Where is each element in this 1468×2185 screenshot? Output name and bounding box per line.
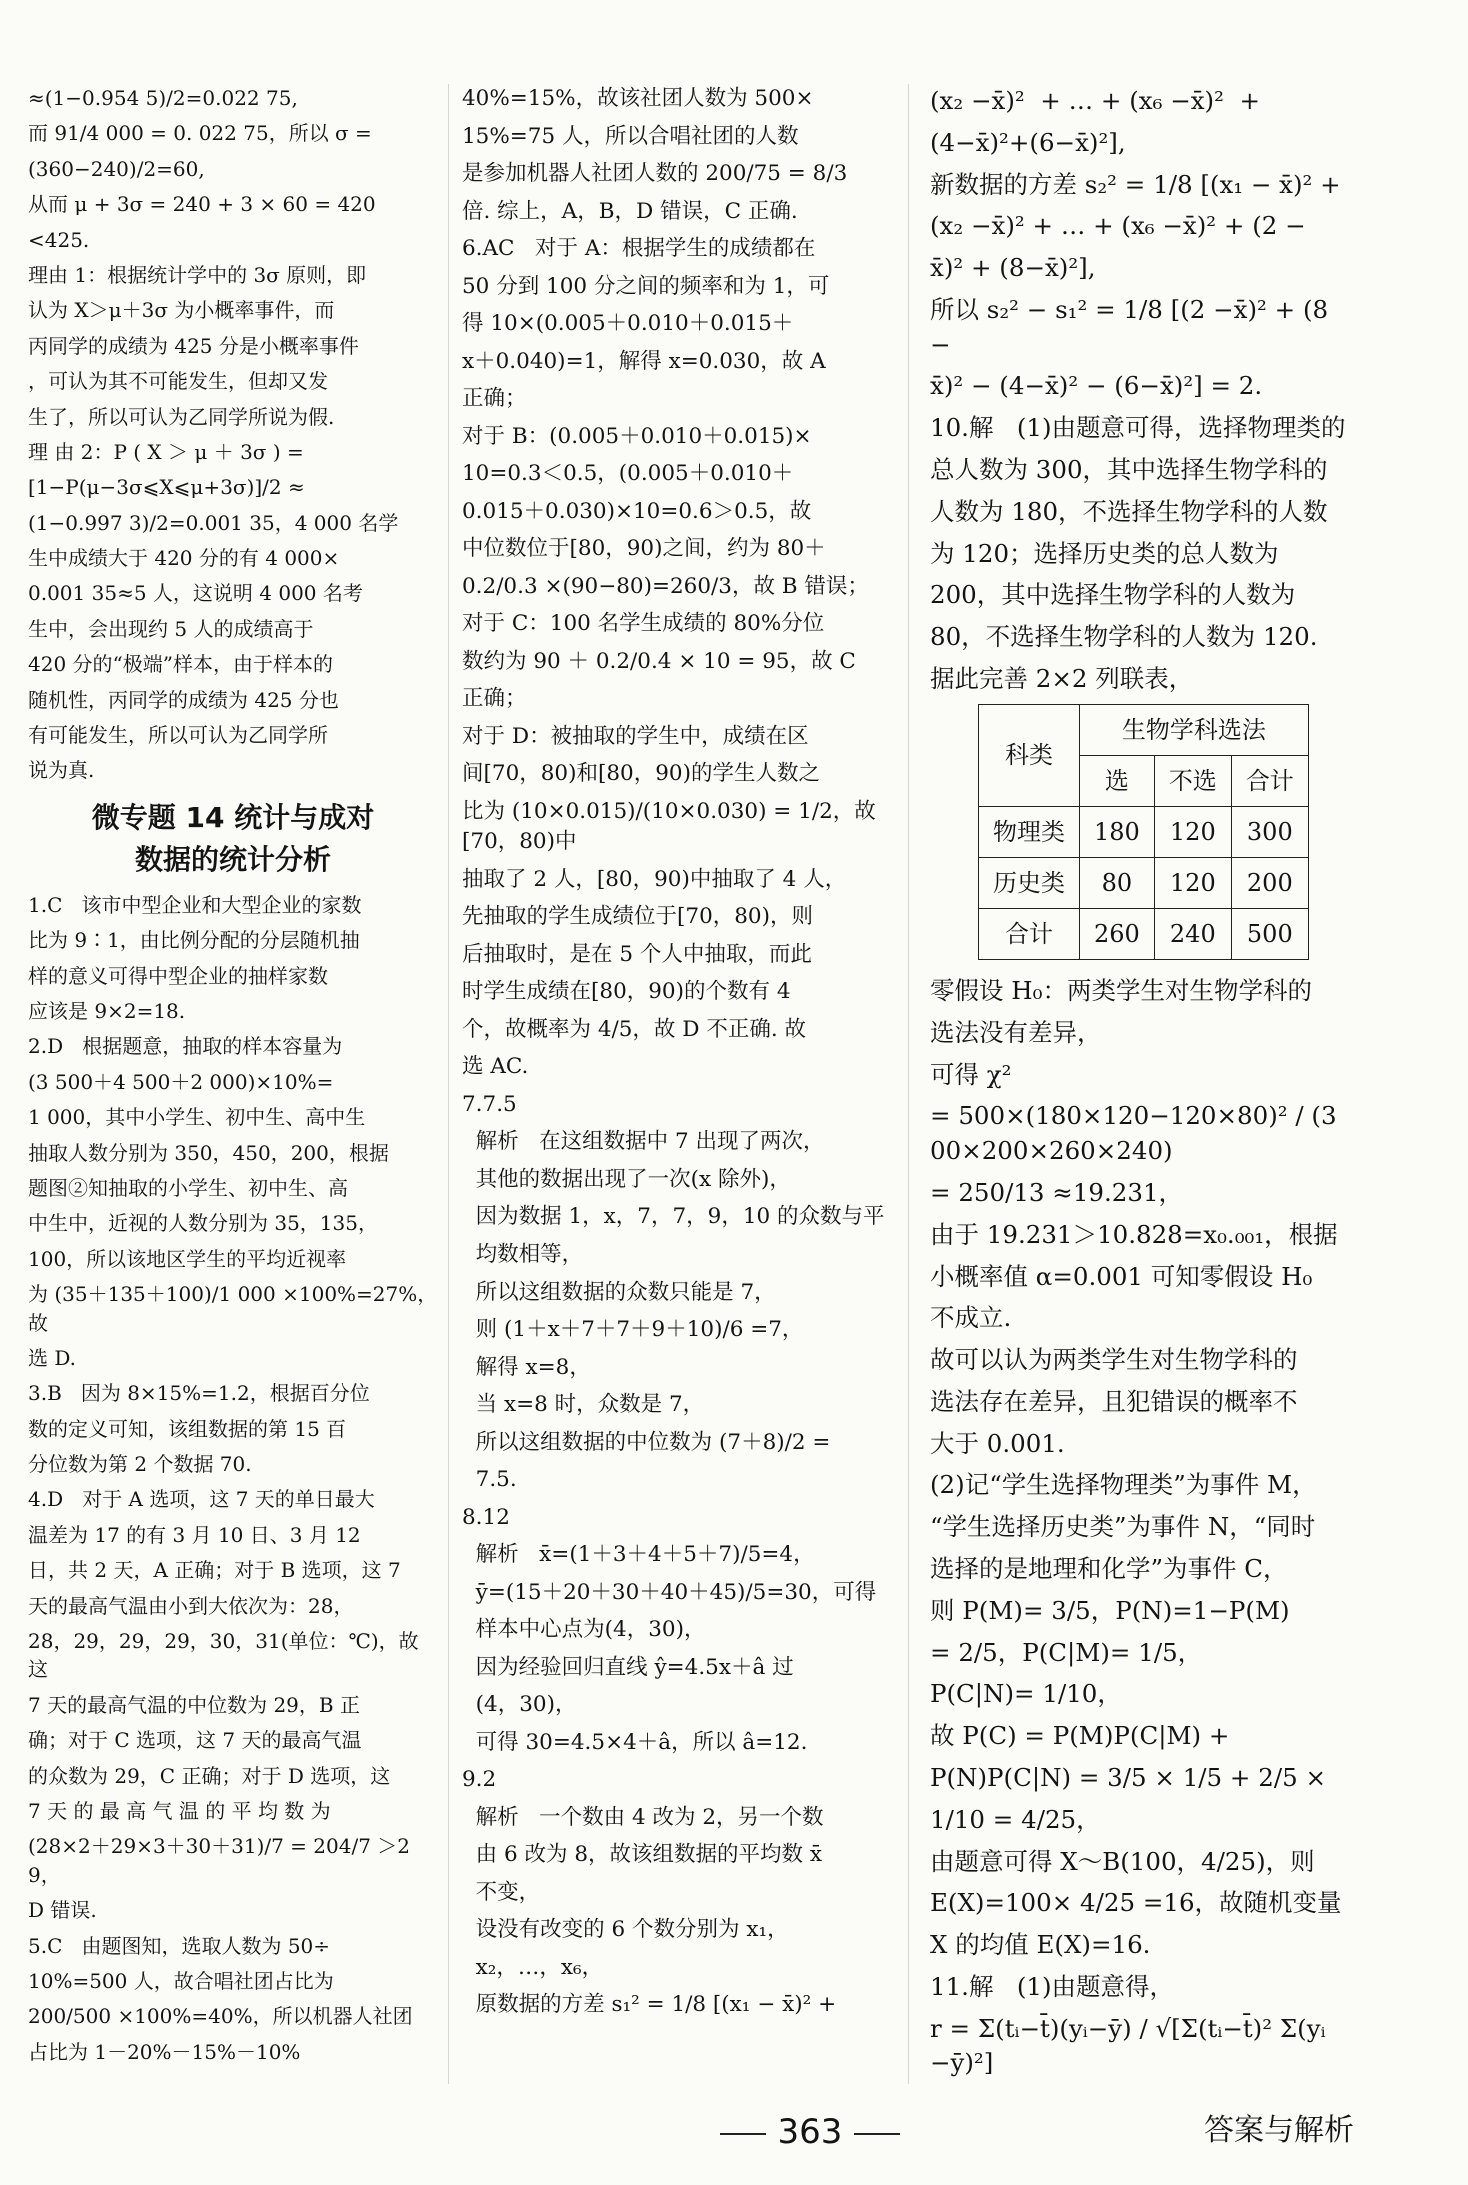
text-line: x̄)² − (4−x̄)² − (6−x̄)²] = 2.: [930, 371, 1263, 401]
text-line: 人数为 180，不选择生物学科的人数: [930, 496, 1328, 526]
text-line: 其他的数据出现了一次(x 除外)，: [462, 1166, 791, 1192]
table-cell: 物理类: [979, 806, 1080, 857]
text-line: (360−240)/2=60,: [28, 156, 205, 181]
text-line: 4.D 对于 A 选项，这 7 天的单日最大: [28, 1487, 375, 1512]
table-cell: 200: [1231, 857, 1308, 908]
text-line: 不成立.: [930, 1303, 1012, 1333]
text-line: 420 分的“极端”样本，由于样本的: [28, 652, 333, 677]
footer-dash: [720, 2133, 766, 2135]
text-line: x₂，…，x₆，: [462, 1954, 604, 1980]
text-line: 数约为 90 ＋ 0.2/0.4 × 10 = 95，故 C: [462, 648, 856, 674]
text-line: 为 120；选择历史类的总人数为: [930, 538, 1279, 568]
column-3-solution: [930, 974, 1350, 2081]
text-line: 正确；: [462, 686, 527, 712]
text-line: 由于 19.231＞10.828=x₀.₀₀₁，根据: [930, 1219, 1338, 1249]
text-line: 时学生成绩在[80，90)的个数有 4: [462, 979, 791, 1005]
text-line: 7.5.: [462, 1467, 517, 1493]
text-line: 0.015＋0.030)×10=0.6＞0.5，故: [462, 498, 812, 524]
text-line: 所以这组数据的众数只能是 7，: [462, 1279, 776, 1305]
text-line: 所以 s₂² − s₁² = 1/8 [(2 −x̄)² + (8 −: [930, 294, 1336, 359]
table-cell: 180: [1080, 806, 1155, 857]
text-line: 可得 χ²: [930, 1059, 1012, 1089]
text-line: 天的最高气温由小到大依次为：28，: [28, 1593, 354, 1618]
text-line: 解析 x̄=(1＋3＋4＋5＋7)/5=4，: [462, 1542, 815, 1568]
text-line: 后抽取时，是在 5 个人中抽取，而此: [462, 941, 812, 967]
text-line: 抽取人数分别为 350，450，200，根据: [28, 1140, 389, 1165]
text-line: 选择的是地理和化学”为事件 C，: [930, 1554, 1288, 1584]
text-line: 日，共 2 天，A 正确；对于 B 选项，这 7: [28, 1558, 401, 1583]
text-line: 的众数为 29，C 正确；对于 D 选项，这: [28, 1763, 391, 1788]
text-line: 3.B 因为 8×15%=1.2，根据百分位: [28, 1381, 370, 1406]
text-line: 从而 μ + 3σ = 240 + 3 × 60 = 420: [28, 192, 376, 217]
text-line: 大于 0.001.: [930, 1428, 1065, 1458]
column-2-text: [462, 84, 892, 2021]
text-line: 6.AC 对于 A：根据学生的成绩都在: [462, 236, 816, 262]
text-line: 7 天的最高气温的中位数为 29，B 正: [28, 1692, 360, 1717]
text-line: “学生选择历史类”为事件 N，“同时: [930, 1512, 1316, 1542]
text-line: 个，故概率为 4/5，故 D 不正确. 故: [462, 1016, 807, 1042]
column-1-text: [28, 84, 438, 785]
text-line: 原数据的方差 s₁² = 1/8 [(x₁ − x̄)² +: [462, 1992, 837, 2018]
text-line: P(C|N)= 1/10，: [930, 1679, 1122, 1709]
text-line: 数的定义可知，该组数据的第 15 百: [28, 1416, 347, 1441]
column-1-answers: [28, 891, 438, 2066]
column-2: [462, 84, 892, 2028]
text-line: 0.2/0.3 ×(90−80)=260/3，故 B 错误；: [462, 573, 869, 599]
text-line: (x₂ −x̄)² + … + (x₆ −x̄)² +: [930, 86, 1261, 115]
table-col-header: 不选: [1154, 755, 1231, 806]
text-line: 对于 C：100 名学生成绩的 80%分位: [462, 611, 825, 637]
text-line: = 250/13 ≈19.231，: [930, 1178, 1184, 1208]
text-line: 间[70，80)和[80，90)的学生人数之: [462, 761, 820, 787]
text-line: 故可以认为两类学生对生物学科的: [930, 1345, 1298, 1375]
section-heading-line-2: 数据的统计分析: [134, 842, 331, 876]
section-heading: [28, 797, 438, 881]
text-line: 15%=75 人，所以合唱社团的人数: [462, 123, 799, 149]
text-line: 得 10×(0.005＋0.010＋0.015＋: [462, 311, 794, 337]
text-line: [1−P(μ−3σ⩽X⩽μ+3σ)]/2 ≈: [28, 475, 305, 500]
text-line: 8.12: [462, 1504, 510, 1530]
text-line: 新数据的方差 s₂² = 1/8 [(x₁ − x̄)² +: [930, 169, 1341, 199]
text-line: 因为经验回归直线 ŷ=4.5x＋â 过: [462, 1654, 794, 1680]
text-line: 由 6 改为 8，故该组数据的平均数 x̄: [462, 1842, 822, 1868]
text-line: 选 AC.: [462, 1054, 529, 1080]
text-line: 正确；: [462, 386, 527, 412]
text-line: (28×2＋29×3＋30＋31)/7 = 204/7 ＞29，: [28, 1834, 411, 1887]
text-line: 中位数位于[80，90)之间，约为 80＋: [462, 536, 826, 562]
text-line: 占比为 1－20%－15%－10%: [28, 2039, 301, 2064]
text-line: 抽取了 2 人，[80，90)中抽取了 4 人，: [462, 866, 847, 892]
text-line: 10=0.3＜0.5，(0.005＋0.010＋: [462, 461, 794, 487]
text-line: 对于 B：(0.005＋0.010＋0.015)×: [462, 423, 812, 449]
text-line: 由题意可得 X～B(100，4/25)，则: [930, 1846, 1315, 1876]
text-line: (2)记“学生选择物理类”为事件 M，: [930, 1470, 1317, 1500]
text-line: 1.C 该市中型企业和大型企业的家数: [28, 892, 362, 917]
section-heading-line-1: 微专题 14 统计与成对: [91, 800, 375, 834]
table-cell: 120: [1154, 806, 1231, 857]
table-cell: 240: [1154, 909, 1231, 960]
text-line: 50 分到 100 分之间的频率和为 1，可: [462, 273, 830, 299]
text-line: 理 由 2：P ( X ＞ μ ＋ 3σ ) =: [28, 439, 304, 464]
text-line: (1−0.997 3)/2=0.001 35，4 000 名学: [28, 510, 399, 535]
text-line: 则 P(M)= 3/5，P(N)=1−P(M): [930, 1595, 1290, 1625]
text-line: (x₂ −x̄)² + … + (x₆ −x̄)² + (2 −: [930, 211, 1306, 241]
column-divider: [448, 84, 449, 2084]
text-line: 确；对于 C 选项，这 7 天的最高气温: [28, 1728, 362, 1753]
table-col-header: 选: [1080, 755, 1155, 806]
text-line: 据此完善 2×2 列联表，: [930, 663, 1194, 693]
column-1: [28, 84, 438, 2073]
text-line: 故 P(C) = P(M)P(C|M) +: [930, 1721, 1230, 1751]
text-line: 200，其中选择生物学科的人数为: [930, 580, 1296, 610]
table-cell: 120: [1154, 857, 1231, 908]
text-line: ，可认为其不可能发生，但却又发: [28, 369, 328, 394]
table-cell: 500: [1231, 909, 1308, 960]
text-line: 是参加机器人社团人数的 200/75 = 8/3: [462, 161, 848, 187]
text-line: 0.001 35≈5 人，这说明 4 000 名考: [28, 581, 363, 606]
table-cell: 80: [1080, 857, 1155, 908]
column-3: [930, 84, 1350, 2088]
text-line: 样的意义可得中型企业的抽样家数: [28, 963, 328, 988]
text-line: = 2/5，P(C|M)= 1/5，: [930, 1637, 1203, 1667]
text-line: ȳ=(15＋20＋30＋40＋45)/5=30，可得: [462, 1579, 877, 1605]
text-line: 中生中，近视的人数分别为 35，135，: [28, 1211, 378, 1236]
table-cell: 合计: [979, 909, 1080, 960]
column-3-text: [930, 84, 1350, 697]
text-line: 因为数据 1，x，7，7，9，10 的众数与平: [462, 1204, 885, 1230]
text-line: X 的均值 E(X)=16.: [930, 1930, 1151, 1960]
text-line: 小概率值 α=0.001 可知零假设 H₀: [930, 1261, 1313, 1291]
text-line: 对于 D：被抽取的学生中，成绩在区: [462, 723, 809, 749]
text-line: 生了，所以可认为乙同学所说为假.: [28, 404, 335, 429]
text-line: 零假设 H₀：两类学生对生物学科的: [930, 976, 1312, 1006]
text-line: 80，不选择生物学科的人数为 120.: [930, 622, 1318, 652]
text-line: 样本中心点为(4，30)，: [462, 1617, 706, 1643]
text-line: 倍. 综上，A，B，D 错误，C 正确.: [462, 198, 798, 224]
text-line: E(X)=100× 4/25 =16，故随机变量: [930, 1888, 1342, 1918]
text-line: x＋0.040)=1，解得 x=0.030，故 A: [462, 348, 826, 374]
table-corner: 科类: [979, 704, 1080, 806]
table-row: [979, 857, 1309, 908]
text-line: (3 500＋4 500＋2 000)×10%=: [28, 1069, 334, 1094]
text-line: 则 (1＋x＋7＋7＋9＋10)/6 =7，: [462, 1317, 804, 1343]
text-line: 丙同学的成绩为 425 分是小概率事件: [28, 333, 359, 358]
column-divider: [908, 84, 909, 2084]
table-row: [979, 909, 1309, 960]
text-line: 解析 在这组数据中 7 出现了两次，: [462, 1129, 825, 1155]
text-line: 有可能发生，所以可认为乙同学所: [28, 723, 328, 748]
table-cell: 300: [1231, 806, 1308, 857]
text-line: 200/500 ×100%=40%，所以机器人社团: [28, 2004, 413, 2029]
text-line: = 500×(180×120−120×80)² / (300×200×260×240): [930, 1101, 1337, 1166]
footer-dash: [854, 2133, 900, 2135]
text-line: 为 (35＋135＋100)/1 000 ×100%=27%，故: [28, 1282, 438, 1335]
text-line: r = Σ(tᵢ−t̄)(yᵢ−ȳ) / √[Σ(tᵢ−t̄)² Σ(yᵢ−ȳ)²]: [930, 2013, 1326, 2078]
text-line: 解得 x=8，: [462, 1354, 591, 1380]
text-line: 生中成绩大于 420 分的有 4 000×: [28, 546, 340, 571]
text-line: 7 天 的 最 高 气 温 的 平 均 数 为: [28, 1798, 331, 1823]
table-row: [979, 806, 1309, 857]
table-cell: 历史类: [979, 857, 1080, 908]
page-footer: [620, 2108, 1000, 2156]
text-line: 应该是 9×2=18.: [28, 998, 186, 1023]
text-line: 温差为 17 的有 3 月 10 日、3 月 12: [28, 1522, 361, 1547]
text-line: 40%=15%，故该社团人数为 500×: [462, 86, 814, 111]
text-line: ≈(1−0.954 5)/2=0.022 75,: [28, 86, 298, 110]
text-line: 2.D 根据题意，抽取的样本容量为: [28, 1034, 343, 1059]
text-line: 题图②知抽取的小学生、初中生、高: [28, 1175, 348, 1200]
text-line: (4，30)，: [462, 1692, 577, 1718]
text-line: 所以这组数据的中位数为 (7＋8)/2 =: [462, 1429, 831, 1455]
text-line: (4−x̄)²+(6−x̄)²],: [930, 127, 1126, 157]
text-line: 均数相等，: [462, 1241, 584, 1267]
text-line: 认为 X＞μ＋3σ 为小概率事件，而: [28, 298, 335, 323]
text-line: 当 x=8 时，众数是 7，: [462, 1392, 705, 1418]
text-line: 随机性，丙同学的成绩为 425 分也: [28, 687, 339, 712]
text-line: 分位数为第 2 个数据 70.: [28, 1452, 252, 1477]
text-line: 28，29，29，29，30，31(单位：℃)，故这: [28, 1629, 419, 1682]
text-line: 比为 9∶1，由比例分配的分层随机抽: [28, 928, 360, 953]
text-line: 比为 (10×0.015)/(10×0.030) = 1/2，故[70，80)中: [462, 798, 876, 855]
text-line: <425.: [28, 227, 90, 252]
text-line: 可得 30=4.5×4＋â，所以 â=12.: [462, 1729, 808, 1755]
table-col-header: 合计: [1231, 755, 1308, 806]
text-line: 1 000，其中小学生、初中生、高中生: [28, 1105, 366, 1130]
text-line: 10.解 (1)由题意可得，选择物理类的: [930, 413, 1346, 443]
text-line: 设没有改变的 6 个数分别为 x₁，: [462, 1917, 789, 1943]
text-line: 说为真.: [28, 758, 95, 783]
page-number: 363: [777, 2112, 843, 2152]
text-line: 9.2: [462, 1767, 497, 1793]
table-cell: 260: [1080, 909, 1155, 960]
text-line: 100，所以该地区学生的平均近视率: [28, 1246, 347, 1271]
text-line: D 错误.: [28, 1898, 97, 1923]
text-line: 不变，: [462, 1879, 541, 1905]
text-line: 选法没有差异，: [930, 1017, 1102, 1047]
text-line: x̄)² + (8−x̄)²],: [930, 253, 1096, 283]
text-line: 选法存在差异，且犯错误的概率不: [930, 1386, 1298, 1416]
text-line: 1/10 = 4/25，: [930, 1804, 1101, 1834]
text-line: 先抽取的学生成绩位于[70，80)，则: [462, 904, 813, 930]
section-label: 答案与解析: [1204, 2113, 1354, 2148]
text-line: 理由 1：根据统计学中的 3σ 原则，即: [28, 262, 367, 287]
text-line: 7.7.5: [462, 1091, 517, 1117]
text-line: 解析 一个数由 4 改为 2，另一个数: [462, 1804, 824, 1830]
text-line: P(N)P(C|N) = 3/5 × 1/5 + 2/5 ×: [930, 1762, 1326, 1792]
text-line: 生中，会出现约 5 人的成绩高于: [28, 616, 314, 641]
text-line: 总人数为 300，其中选择生物学科的: [930, 455, 1328, 485]
text-line: 11.解 (1)由题意得，: [930, 1971, 1175, 2001]
text-line: 而 91/4 000 = 0. 022 75，所以 σ =: [28, 121, 372, 146]
contingency-table: [978, 704, 1309, 960]
text-line: 选 D.: [28, 1345, 77, 1370]
text-line: 10%=500 人，故合唱社团占比为: [28, 1968, 334, 1993]
text-line: 5.C 由题图知，选取人数为 50÷: [28, 1933, 331, 1958]
table-group-header: 生物学科选法: [1080, 704, 1309, 755]
